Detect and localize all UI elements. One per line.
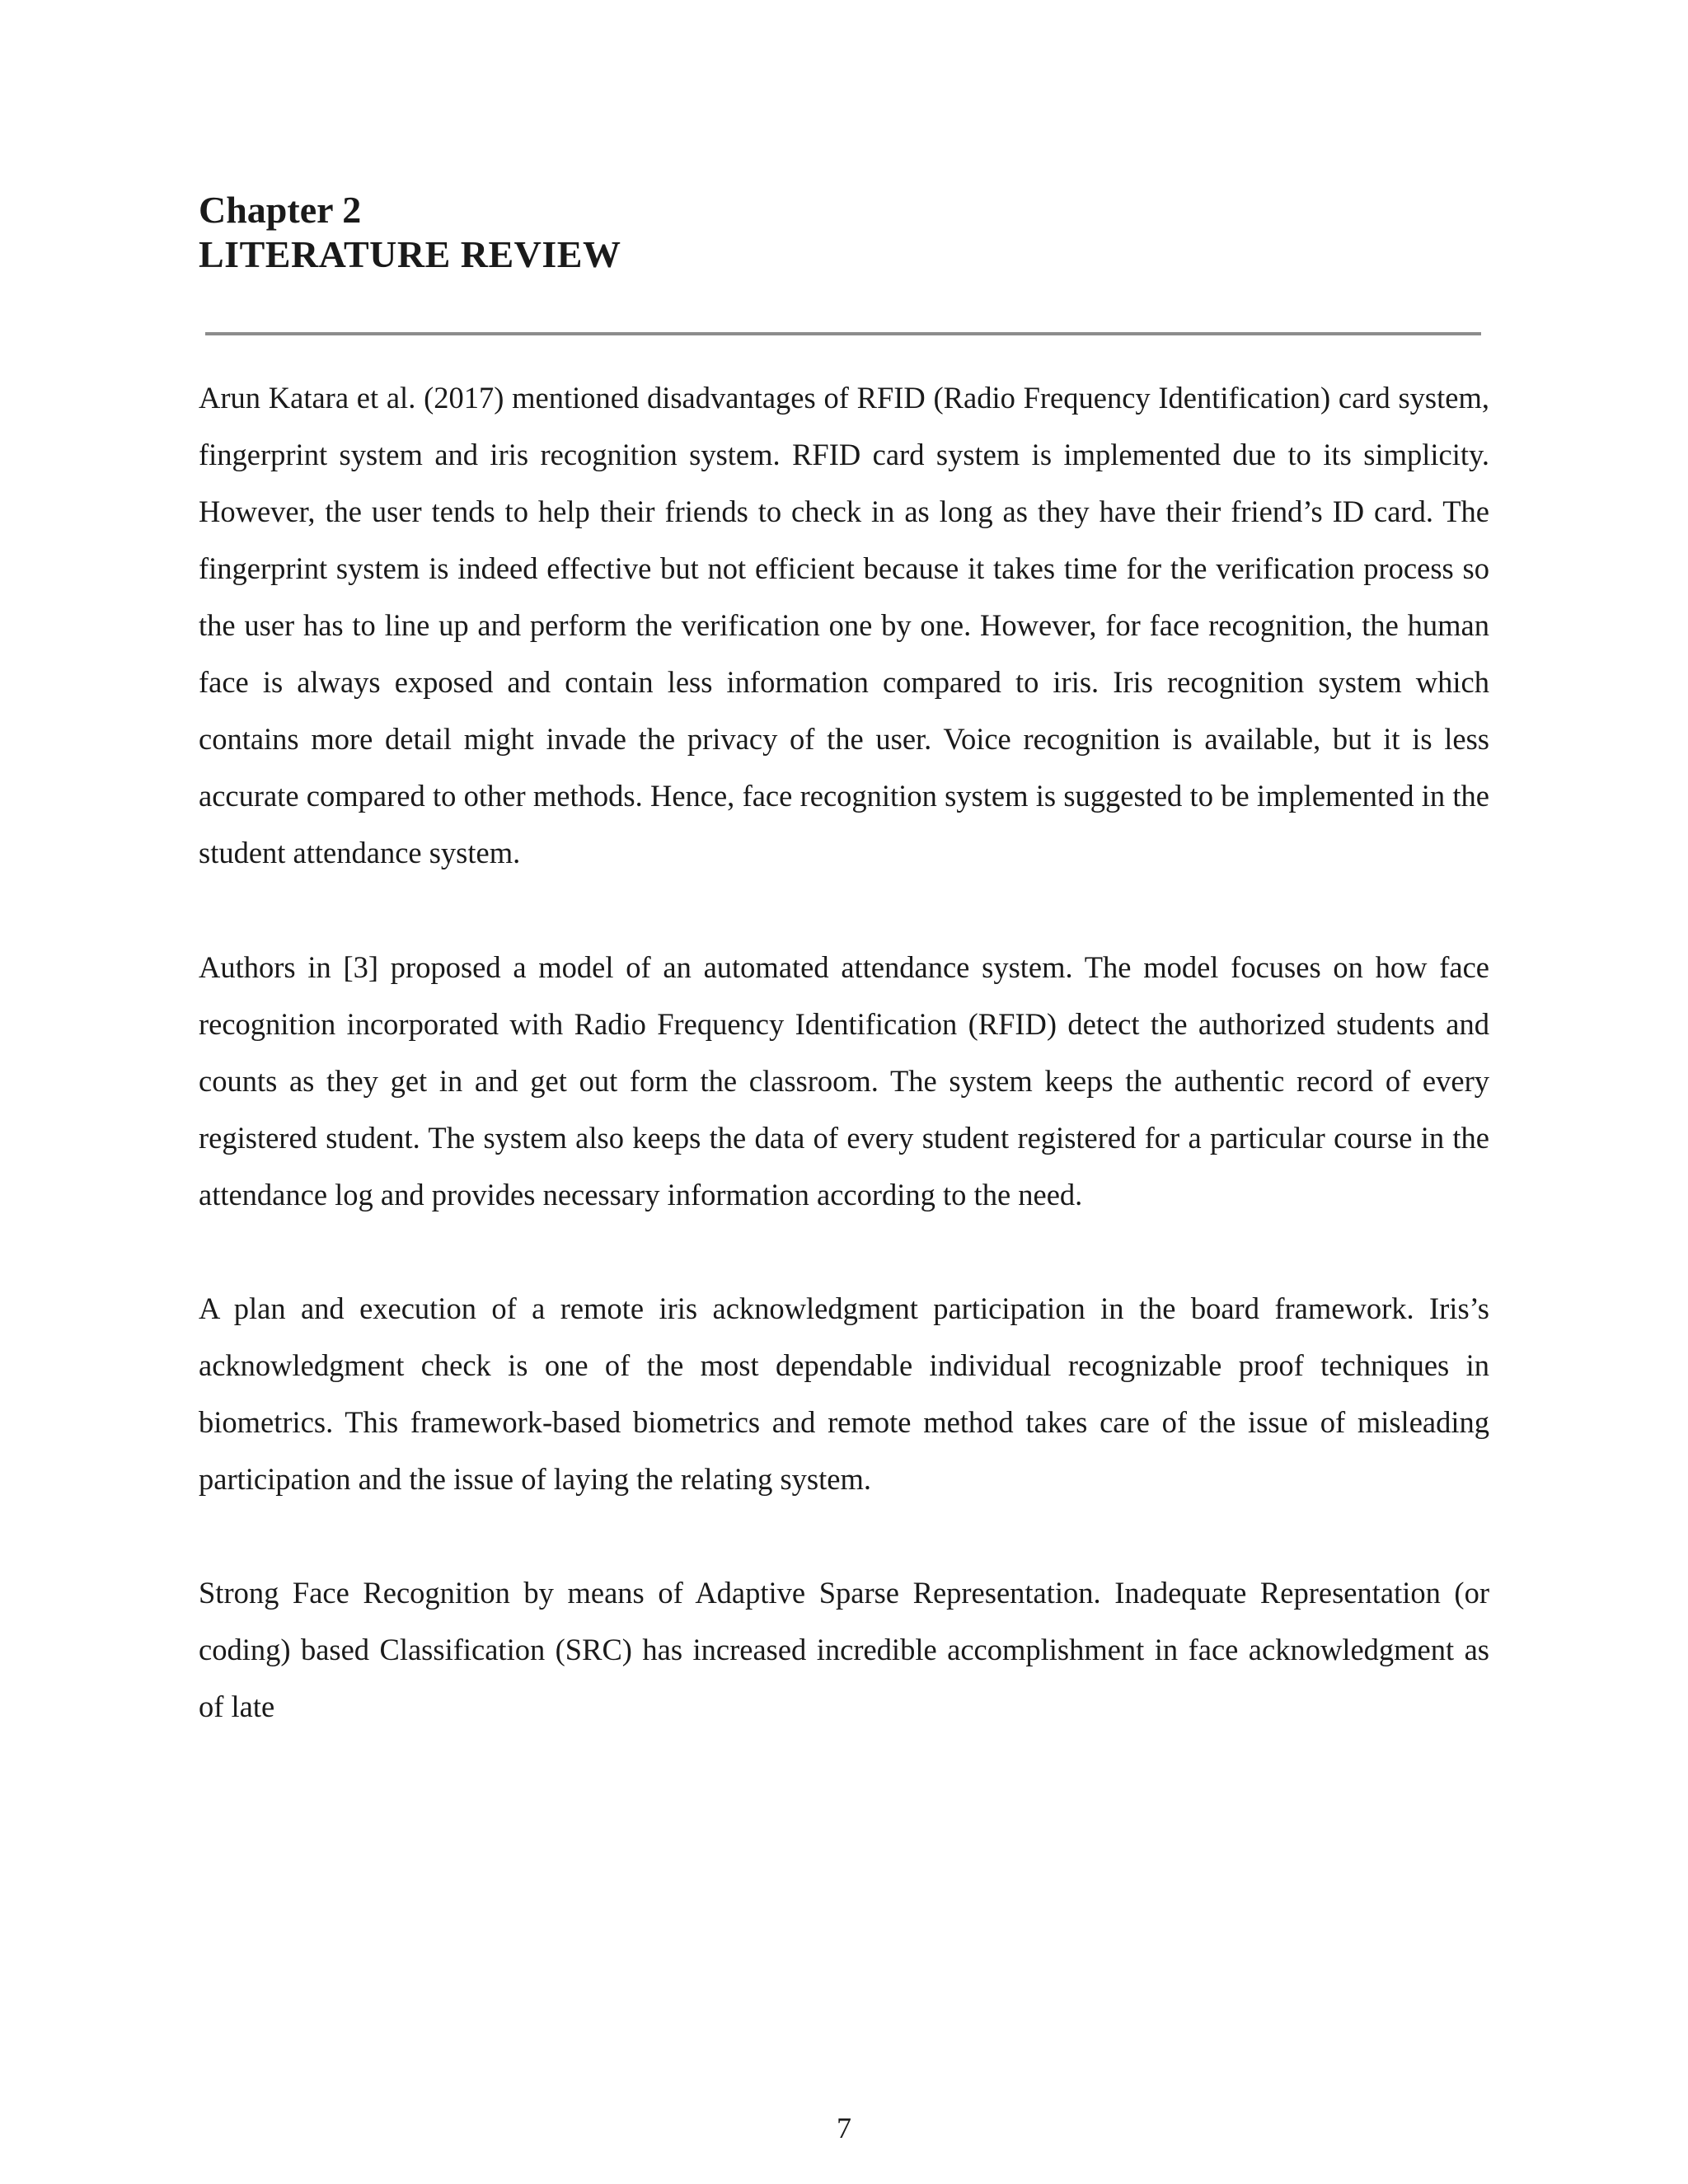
paragraph-1: Arun Katara et al. (2017) mentioned disadvantages of RFID (Radio Frequency Identification) card system, fingerprint system and iris recognition system. RFID card system is implemented due to its simplicity. However, the user tends to help their friends to check in as long as they have their friend’s ID card. The fingerprint system is indeed effective but not efficient because it takes time for the verification process so the user has to line up and perform the verification one by one. However, for face recognition, the human face is always exposed and contain less information compared to iris. Iris recognition system which contains more detail might invade the privacy of the user. Voice recognition is available, but it is less accurate compared to other methods. Hence, face recognition system is suggested to be implemented in the student attendance system. [199, 381, 1489, 869]
paragraph-4: Strong Face Recognition by means of Adaptive Sparse Representation. Inadequate Representation (or coding) based Classification (SRC) has increased incredible accomplishment in face acknowledgment as of late [199, 1576, 1489, 1723]
paragraph-2: Authors in [3] proposed a model of an automated attendance system. The model focuses on how face recognition incorporated with Radio Frequency Identification (RFID) detect the authorized students and counts as they get in and get out form the classroom. The system keeps the authentic record of every registered student. The system also keeps the data of every student registered for a particular course in the attendance log and provides necessary information according to the need. [199, 950, 1489, 1212]
chapter-heading [199, 188, 1484, 277]
heading-divider [205, 332, 1481, 335]
page-number: 7 [837, 2111, 851, 2144]
chapter-title: LITERATURE REVIEW [199, 233, 621, 275]
chapter-number: Chapter 2 [199, 189, 362, 231]
paragraph-3: A plan and execution of a remote iris acknowledgment participation in the board framework. Iris’s acknowledgment check is one of the most dependable individual recognizable proof techniques in biometrics. This framework-based biometrics and remote method takes care of the issue of misleading participation and the issue of laying the relating system. [199, 1291, 1489, 1496]
